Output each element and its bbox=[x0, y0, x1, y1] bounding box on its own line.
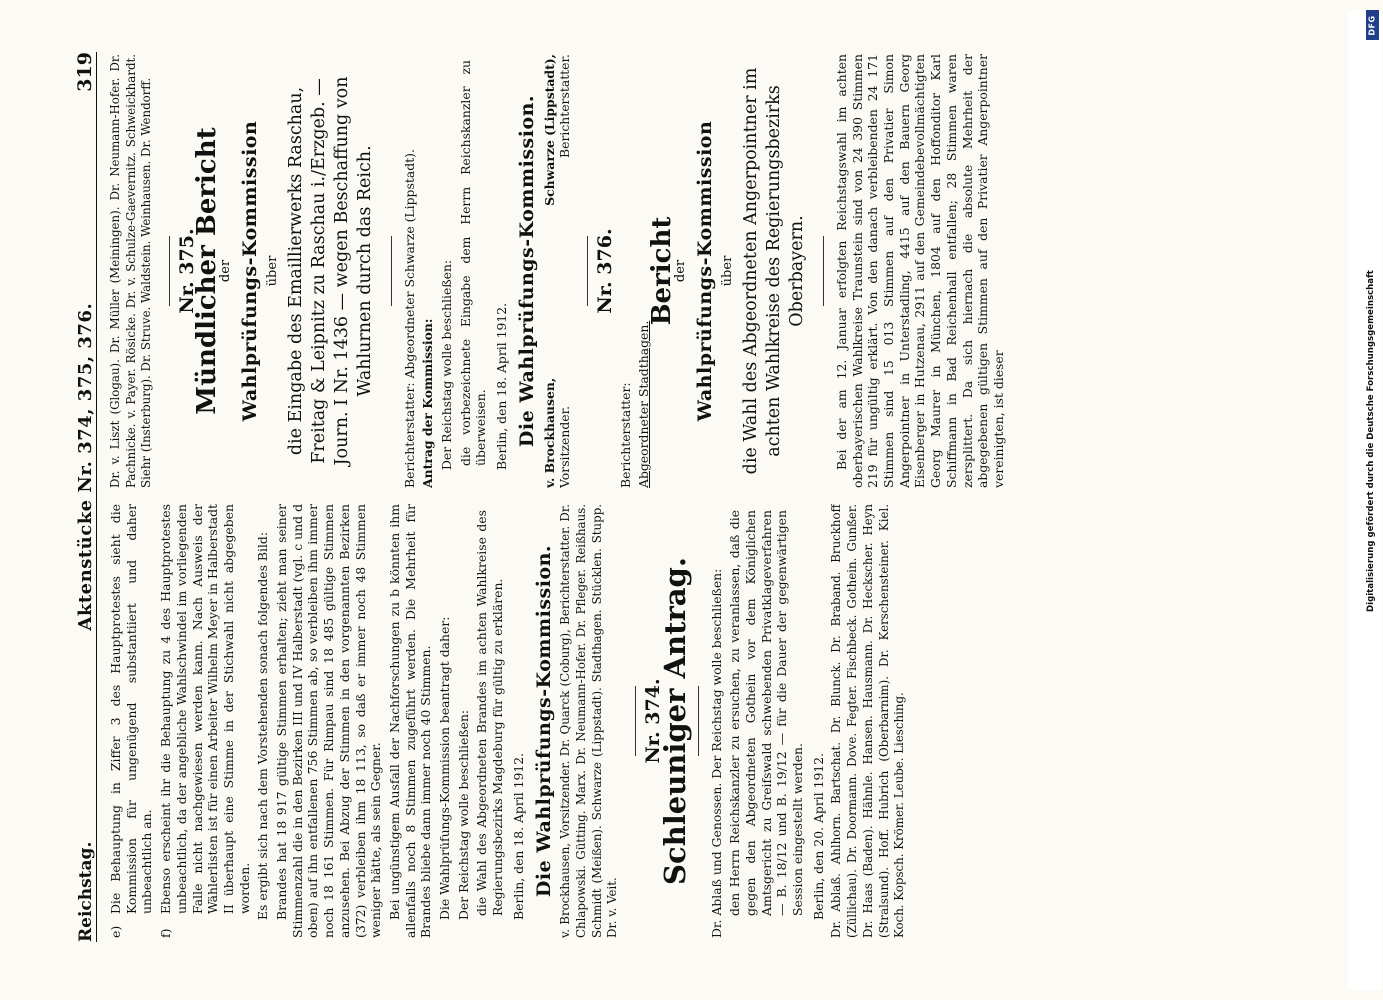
paragraph: Bei der am 12. Januar erfolgten Reichstagswahl im achten oberbayerischen Wahlkreise Traunstein sind von 24 390 Stimmen 219 für ungültig erklärt. Von den danach verbleibenden 24 171 Stimmen sind 15 013 Stimmen auf den Privatier Simon Angerpointner in Unterstadling, 4415 auf den Bauern Georg Eisenberger in Hutzenau, 2911 auf den Gemeindebevollmächtigten Georg Maurer in München, 1804 auf den Hoffonditor Karl Schiffmann in Bad Reichenhall entfallen; 28 Stimmen waren zersplittert. Da sich hiernach die absolute Mehrheit der abgegebenen gültigen Stimmen auf den Privatier Angerpointner vereinigten, ist dieser bbox=[833, 54, 1006, 488]
paragraph: Es ergibt sich nach dem Vorstehenden sonach folgendes Bild: bbox=[255, 531, 271, 920]
item-text: Ebenso erscheint ihr die Behauptung zu 4 des Hauptprotestes unbeachtlich, da der angebliche Wahlschwindel im vorliegenden Falle nicht nachgewiesen werden kann. Nach Ausweis der Wählerlisten ist für einen Arbeiter Wilhelm Meyer in Halberstadt II überhaupt eine Stimme in der Stichwahl nicht abgegeben worden. bbox=[158, 504, 252, 914]
commission-heading: Die Wahlprüfungs-Kommission. bbox=[515, 94, 538, 448]
dfg-logo bbox=[1366, 10, 1379, 40]
paragraph: Bei ungünstigem Ausfall der Nachforschungen zu b könnten ihm allenfalls noch 8 Stimmen zugeführt werden. Die Mehrheit für Brandes bliebe dann immer noch 40 Stimmen. bbox=[386, 504, 434, 938]
motion-text: Der Reichstag wolle beschließen: bbox=[439, 259, 455, 470]
reporter-role: Berichterstatter. bbox=[557, 54, 573, 158]
signature-block bbox=[542, 54, 573, 488]
subject-text: die Eingabe des Emaillierwerks Raschau, Freitag & Leipnitz zu Raschau i./Erzgeb. — Journ. I Nr. 1436 — wegen Beschaffung von Wahlurnen durch das Reich. bbox=[285, 76, 375, 466]
reporter-name: Schwarze (Lippstadt), bbox=[541, 54, 557, 206]
chair-signature bbox=[542, 378, 573, 488]
left-column bbox=[108, 504, 1353, 938]
date-line: Berlin, den 20. April 1912. bbox=[810, 752, 826, 920]
motion-text: den Herrn Reichskanzler zu ersuchen, zu veranlassen, daß die gegen den Abgeordneten Gothein vor dem Königlichen Amtsgericht zu Greifswald schwebenden Privatklageverfahren — B. 18/12 und B. 19/12 — für die Dauer der gegenwärtigen Session eingestellt werden. bbox=[727, 510, 806, 916]
divider bbox=[823, 236, 824, 306]
connector-text: über bbox=[720, 255, 736, 287]
running-header bbox=[66, 52, 97, 942]
right-column bbox=[108, 54, 1353, 488]
document-number: Nr. 374. bbox=[642, 678, 665, 764]
commission-heading: Wahlprüfungs-Kommission bbox=[694, 120, 717, 422]
digitization-strip bbox=[1348, 10, 1382, 990]
divider bbox=[635, 686, 636, 756]
document-number: Nr. 375. bbox=[176, 228, 199, 314]
reporter-label: Berichterstatter: bbox=[617, 382, 633, 488]
connector-text: der bbox=[217, 259, 233, 283]
document-number: Nr. 376. bbox=[593, 228, 616, 314]
motion-intro: Dr. Ablaß und Genossen. Der Reichstag wolle beschließen: bbox=[708, 568, 724, 938]
connector-text: über bbox=[264, 255, 280, 287]
chair-role: Vorsitzender. bbox=[557, 405, 573, 488]
resolution-text: die Wahl des Abgeordneten Brandes im achten Wahlkreise des Regierungsbezirks Magdeburg für gültig zu erklären. bbox=[474, 510, 506, 916]
commission-heading: Die Wahlprüfungs-Kommission. bbox=[532, 544, 555, 898]
header-left: Reichstag. bbox=[76, 841, 96, 942]
document-title: Mündlicher Bericht bbox=[191, 127, 222, 415]
date-line: Berlin, den 18. April 1912. bbox=[494, 302, 510, 470]
paragraph: Brandes hat 18 917 gültige Stimmen erhalten; zieht man seiner Stimmenzahl die in den Bezirken III und IV Halberstadt (vgl. c und d oben) auf ihn entfallenen 756 Stimmen ab, so verbleiben ihm immer noch 18 161 Stimmen. Für Rimpau sind 18 485 gültige Stimmen anzusehen. Bei Abzug der Stimmen in den vorgenannten Bezirken (372) verbleiben ihm 18 113, so daß er immer noch 48 Stimmen weniger hätte, als sein Gegner. bbox=[274, 504, 384, 938]
members-list-continued: Dr. v. Liszt (Glogau). Dr. Müller (Meiningen). Dr. Neumann-Hofer. Dr. Pachnicke. v. Payer. Rösicke. Dr. v. Schulze-Gaevernitz. Schweickhardt. Siehr (Insterburg). Dr. Struve. Waldstein. Weinhausen. Dr. Wendorff. bbox=[108, 54, 154, 488]
reporter-signature bbox=[542, 54, 573, 206]
paragraph: Die Wahlprüfungs-Kommission beantragt daher: bbox=[437, 616, 453, 920]
item-text: Die Behauptung in Ziffer 3 des Hauptprotestes sieht die Kommission für ungenügend substantiiert und daher unbeachtlich an. bbox=[108, 504, 155, 914]
divider bbox=[169, 236, 170, 306]
divider bbox=[587, 236, 588, 306]
document-title: Schleuniger Antrag. bbox=[657, 557, 692, 885]
page-number: 319 bbox=[74, 52, 96, 92]
header-title: Aktenstücke Nr. 374, 375, 376. bbox=[75, 302, 96, 631]
document-title: Bericht bbox=[647, 216, 678, 326]
item-label: f) bbox=[158, 928, 174, 938]
subject-text: die Wahl des Abgeordneten Angerpointner im achten Wahlkreise des Regierungsbezirks Oberbayern. bbox=[740, 67, 807, 475]
paragraph: Der Reichstag wolle beschließen: bbox=[455, 709, 471, 920]
dfg-logo-text: DFG bbox=[1368, 14, 1378, 36]
motion-heading: Antrag der Kommission: bbox=[420, 318, 436, 488]
divider bbox=[391, 236, 392, 306]
list-item bbox=[158, 504, 252, 938]
reporter-name: Abgeordneter Stadthagen. bbox=[636, 320, 652, 488]
date-line: Berlin, den 18. April 1912. bbox=[510, 752, 526, 920]
motion-body: die vorbezeichnete Eingabe dem Herrn Reichskanzler zu überweisen. bbox=[457, 60, 489, 466]
connector-text: der bbox=[672, 259, 688, 283]
item-label: e) bbox=[108, 925, 123, 938]
commission-heading: Wahlprüfungs-Kommission bbox=[239, 120, 262, 422]
signatories-list: Dr. Ablaß. Ahlhorn. Bartschat. Dr. Blunck. Dr. Braband. Bruckhoff (Züllichau). Dr. Doormann. Dove. Fegter. Fischbeck. Gothein. Gunßer. Dr. Haas (Baden). Hähnle. Hansen. Hausmann. Dr. Heckscher. Heyn (Stralsund). Hoff. Hubrich (Oberbarnim). Dr. Kerschensteiner. Kiel. Koch. Kopsch. Krömer. Leube. Liesching. bbox=[829, 504, 907, 938]
divider bbox=[698, 686, 699, 756]
members-list: v. Brockhausen, Vorsitzender. Dr. Quarck (Coburg), Berichterstatter. Dr. Chlapowski. Gütting. Marx. Dr. Neumann-Hofer. Dr. Pfleger. Reißhaus. Schmidt (Meißen). Schwarze (Lippstadt). Stadthagen. Stücklen. Stupp. Dr. v. Veit. bbox=[558, 504, 620, 938]
list-item bbox=[108, 504, 155, 938]
reporter-line: Berichterstatter: Abgeordneter Schwarze (Lippstadt). bbox=[401, 149, 417, 488]
funding-note-text: Digitalisierung gefördert durch die Deutsche Forschungsgemeinschaft bbox=[1366, 270, 1376, 612]
chair-name: v. Brockhausen, bbox=[541, 377, 557, 488]
